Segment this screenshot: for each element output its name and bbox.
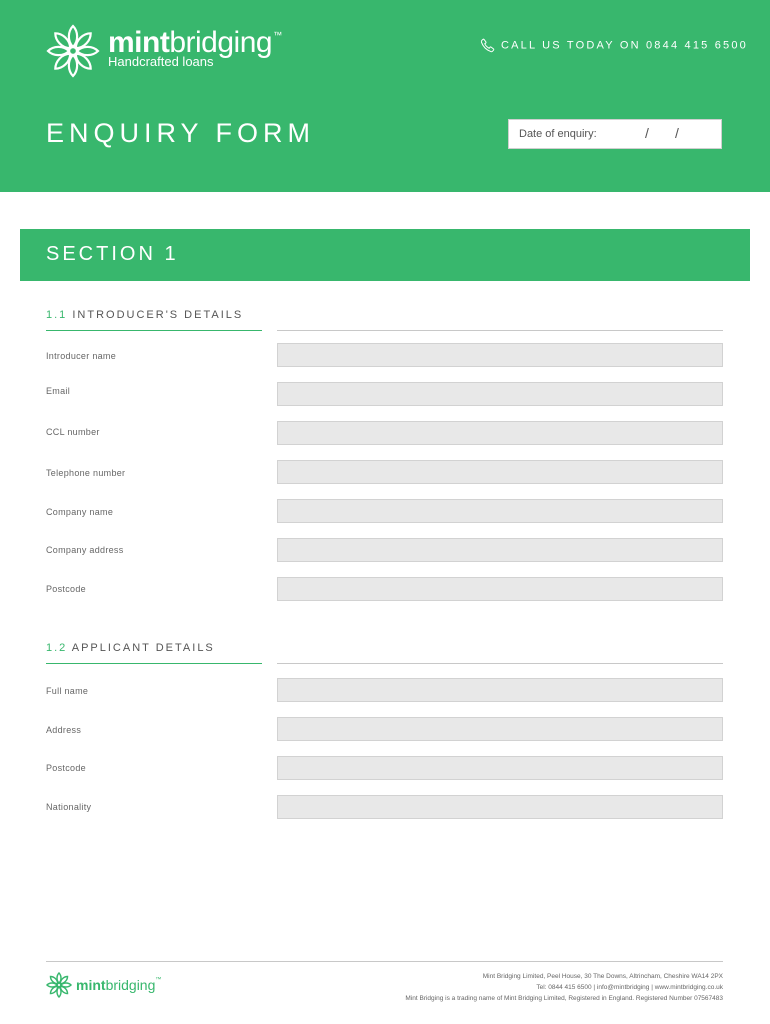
trademark-mark: ™	[273, 30, 282, 40]
nationality-label: Nationality	[46, 802, 92, 812]
applicant-postcode-field[interactable]	[277, 756, 723, 780]
footer-trademark: ™	[155, 977, 162, 983]
introducer-name-label: Introducer name	[46, 351, 117, 361]
brand-name-bold: mint	[108, 26, 170, 59]
applicant-heading-rule	[46, 663, 262, 664]
footer-divider	[46, 961, 723, 962]
date-of-enquiry-field[interactable]	[508, 119, 722, 149]
date-of-enquiry-label: Date of enquiry:	[519, 128, 597, 140]
footer-contact-line: Tel: 0844 415 6500 | info@mintbridging | www.mintbridging.co.uk	[536, 984, 723, 991]
brand-tagline: Handcrafted loans	[108, 54, 214, 69]
footer-registration-line: Mint Bridging is a trading name of Mint Bridging Limited, Registered in England. Registered Number 07567483	[405, 995, 723, 1002]
full-name-field[interactable]	[277, 678, 723, 702]
flower-logo-icon	[46, 972, 72, 998]
telephone-number-field[interactable]	[277, 460, 723, 484]
phone-icon	[480, 38, 495, 53]
telephone-number-label: Telephone number	[46, 468, 126, 478]
date-separator-2: /	[675, 125, 679, 141]
call-us-label: CALL US TODAY ON 0844 415 6500	[501, 39, 749, 52]
introducer-divider	[277, 330, 723, 331]
section-title: SECTION 1	[46, 243, 179, 265]
applicant-divider	[277, 663, 723, 664]
company-name-label: Company name	[46, 507, 114, 517]
ccl-number-label: CCL number	[46, 427, 100, 437]
address-field[interactable]	[277, 717, 723, 741]
email-field[interactable]	[277, 382, 723, 406]
date-separator-1: /	[645, 125, 649, 141]
introducer-name-field[interactable]	[277, 343, 723, 367]
footer-wordmark	[76, 977, 161, 993]
brand-name-rest: bridging	[169, 26, 273, 59]
page-title: ENQUIRY FORM	[46, 118, 316, 148]
company-address-field[interactable]	[277, 538, 723, 562]
email-label: Email	[46, 386, 71, 396]
applicant-details-heading	[46, 642, 215, 654]
footer-address-line: Mint Bridging Limited, Peel House, 30 The Downs, Altrincham, Cheshire WA14 2PX	[482, 973, 723, 980]
introducer-section-title: INTRODUCER'S DETAILS	[72, 309, 244, 321]
section-banner	[20, 229, 750, 281]
company-name-field[interactable]	[277, 499, 723, 523]
introducer-section-number: 1.1	[46, 309, 68, 321]
introducer-details-heading	[46, 309, 243, 321]
address-label: Address	[46, 725, 82, 735]
company-address-label: Company address	[46, 545, 124, 555]
flower-logo-icon	[46, 24, 100, 78]
footer-brand-bold: mint	[76, 977, 106, 993]
footer-brand-rest: bridging	[105, 977, 156, 993]
header-banner	[0, 0, 770, 192]
applicant-postcode-label: Postcode	[46, 763, 86, 773]
full-name-label: Full name	[46, 686, 89, 696]
introducer-postcode-label: Postcode	[46, 584, 86, 594]
call-us-text[interactable]	[480, 38, 748, 53]
ccl-number-field[interactable]	[277, 421, 723, 445]
introducer-postcode-field[interactable]	[277, 577, 723, 601]
applicant-section-title: APPLICANT DETAILS	[71, 642, 215, 654]
applicant-section-number: 1.2	[46, 642, 68, 654]
nationality-field[interactable]	[277, 795, 723, 819]
introducer-heading-rule	[46, 330, 262, 331]
footer-company-info	[405, 971, 723, 1004]
